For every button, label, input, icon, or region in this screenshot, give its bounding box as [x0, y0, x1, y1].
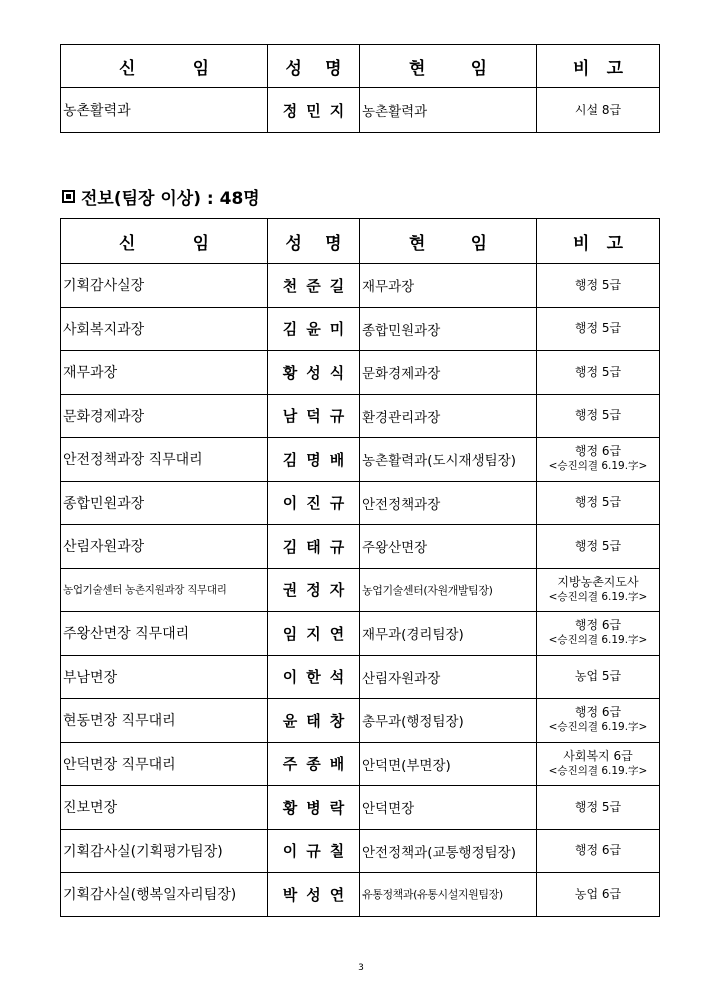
remarks-cell: 행정 6급 <승진의결 6.19.字> — [537, 699, 660, 743]
new-position-cell: 주왕산면장 직무대리 — [61, 612, 268, 656]
table-row — [61, 742, 660, 786]
table-row — [61, 394, 660, 438]
new-position-cell: 현동면장 직무대리 — [61, 699, 268, 743]
current-position-cell: 농업기술센터(자원개발팀장) — [360, 568, 537, 612]
current-position-cell: 종합민원과장 — [360, 307, 537, 351]
table-row — [61, 307, 660, 351]
current-position-cell: 총무과(행정팀장) — [360, 699, 537, 743]
remarks-cell: 행정 5급 — [537, 525, 660, 569]
remarks-cell: 시설 8급 — [537, 88, 660, 133]
table-row — [61, 699, 660, 743]
remarks-cell: 사회복지 6급 <승진의결 6.19.字> — [537, 742, 660, 786]
new-position-cell: 진보면장 — [61, 786, 268, 830]
table-header-row — [61, 219, 660, 264]
name-cell: 이진규 — [268, 481, 360, 525]
current-position-cell: 문화경제과장 — [360, 351, 537, 395]
current-position-cell: 농촌활력과(도시재생팀장) — [360, 438, 537, 482]
table-row — [61, 481, 660, 525]
new-position-cell: 농업기술센터 농촌지원과장 직무대리 — [61, 568, 268, 612]
current-position-cell: 환경관리과장 — [360, 394, 537, 438]
header-name: 성 명 — [268, 45, 360, 88]
new-position-cell: 종합민원과장 — [61, 481, 268, 525]
header-current-position: 현 임 — [360, 219, 537, 264]
remarks-cell: 행정 6급 — [537, 829, 660, 873]
table-row — [61, 873, 660, 917]
current-position-cell: 안전정책과(교통행정팀장) — [360, 829, 537, 873]
table-row — [61, 264, 660, 308]
remarks-cell: 행정 6급 <승진의결 6.19.字> — [537, 438, 660, 482]
new-position-cell: 농촌활력과 — [61, 88, 268, 133]
name-cell: 권정자 — [268, 568, 360, 612]
remarks-cell: 지방농촌지도사 <승진의결 6.19.字> — [537, 568, 660, 612]
square-bullet-icon — [62, 190, 75, 203]
table-row — [61, 655, 660, 699]
remarks-cell: 행정 5급 — [537, 481, 660, 525]
remarks-cell: 행정 5급 — [537, 307, 660, 351]
name-cell: 박성연 — [268, 873, 360, 917]
remarks-cell: 농업 5급 — [537, 655, 660, 699]
new-position-cell: 재무과장 — [61, 351, 268, 395]
new-position-cell: 안전정책과장 직무대리 — [61, 438, 268, 482]
table-row — [61, 88, 660, 133]
page-number: 3 — [358, 963, 364, 973]
remarks-cell: 행정 5급 — [537, 394, 660, 438]
current-position-cell: 주왕산면장 — [360, 525, 537, 569]
name-cell: 남덕규 — [268, 394, 360, 438]
table-row — [61, 786, 660, 830]
remarks-cell: 행정 6급 <승진의결 6.19.字> — [537, 612, 660, 656]
name-cell: 황병락 — [268, 786, 360, 830]
name-cell: 이규칠 — [268, 829, 360, 873]
name-cell: 주종배 — [268, 742, 360, 786]
current-position-cell: 농촌활력과 — [360, 88, 537, 133]
appointment-table-2 — [60, 218, 660, 917]
new-position-cell: 산림자원과장 — [61, 525, 268, 569]
header-new-position: 신 임 — [61, 219, 268, 264]
new-position-cell: 기획감사실장 — [61, 264, 268, 308]
name-cell: 이한석 — [268, 655, 360, 699]
table-row — [61, 829, 660, 873]
current-position-cell: 안전정책과장 — [360, 481, 537, 525]
current-position-cell: 유통정책과(유통시설지원팀장) — [360, 873, 537, 917]
current-position-cell: 산림자원과장 — [360, 655, 537, 699]
section-title-text: 전보(팀장 이상) : 48명 — [81, 189, 260, 209]
table-row — [61, 612, 660, 656]
remarks-cell: 행정 5급 — [537, 351, 660, 395]
table-header-row — [61, 45, 660, 88]
remarks-cell: 행정 5급 — [537, 264, 660, 308]
new-position-cell: 기획감사실(행복일자리팀장) — [61, 873, 268, 917]
appointment-table-1 — [60, 44, 660, 133]
table-row — [61, 351, 660, 395]
header-current-position: 현 임 — [360, 45, 537, 88]
new-position-cell: 문화경제과장 — [61, 394, 268, 438]
name-cell: 김윤미 — [268, 307, 360, 351]
name-cell: 김태규 — [268, 525, 360, 569]
remarks-cell: 행정 5급 — [537, 786, 660, 830]
header-remarks: 비 고 — [537, 219, 660, 264]
section-title — [62, 184, 260, 209]
new-position-cell: 안덕면장 직무대리 — [61, 742, 268, 786]
table-row — [61, 568, 660, 612]
remarks-cell: 농업 6급 — [537, 873, 660, 917]
name-cell: 윤태창 — [268, 699, 360, 743]
table-row — [61, 438, 660, 482]
name-cell: 황성식 — [268, 351, 360, 395]
current-position-cell: 안덕면(부면장) — [360, 742, 537, 786]
name-cell: 정민지 — [268, 88, 360, 133]
name-cell: 임지연 — [268, 612, 360, 656]
header-name: 성 명 — [268, 219, 360, 264]
header-new-position: 신 임 — [61, 45, 268, 88]
current-position-cell: 안덕면장 — [360, 786, 537, 830]
name-cell: 김명배 — [268, 438, 360, 482]
new-position-cell: 기획감사실(기획평가팀장) — [61, 829, 268, 873]
current-position-cell: 재무과(경리팀장) — [360, 612, 537, 656]
table-row — [61, 525, 660, 569]
name-cell: 천준길 — [268, 264, 360, 308]
new-position-cell: 사회복지과장 — [61, 307, 268, 351]
new-position-cell: 부남면장 — [61, 655, 268, 699]
current-position-cell: 재무과장 — [360, 264, 537, 308]
header-remarks: 비 고 — [537, 45, 660, 88]
